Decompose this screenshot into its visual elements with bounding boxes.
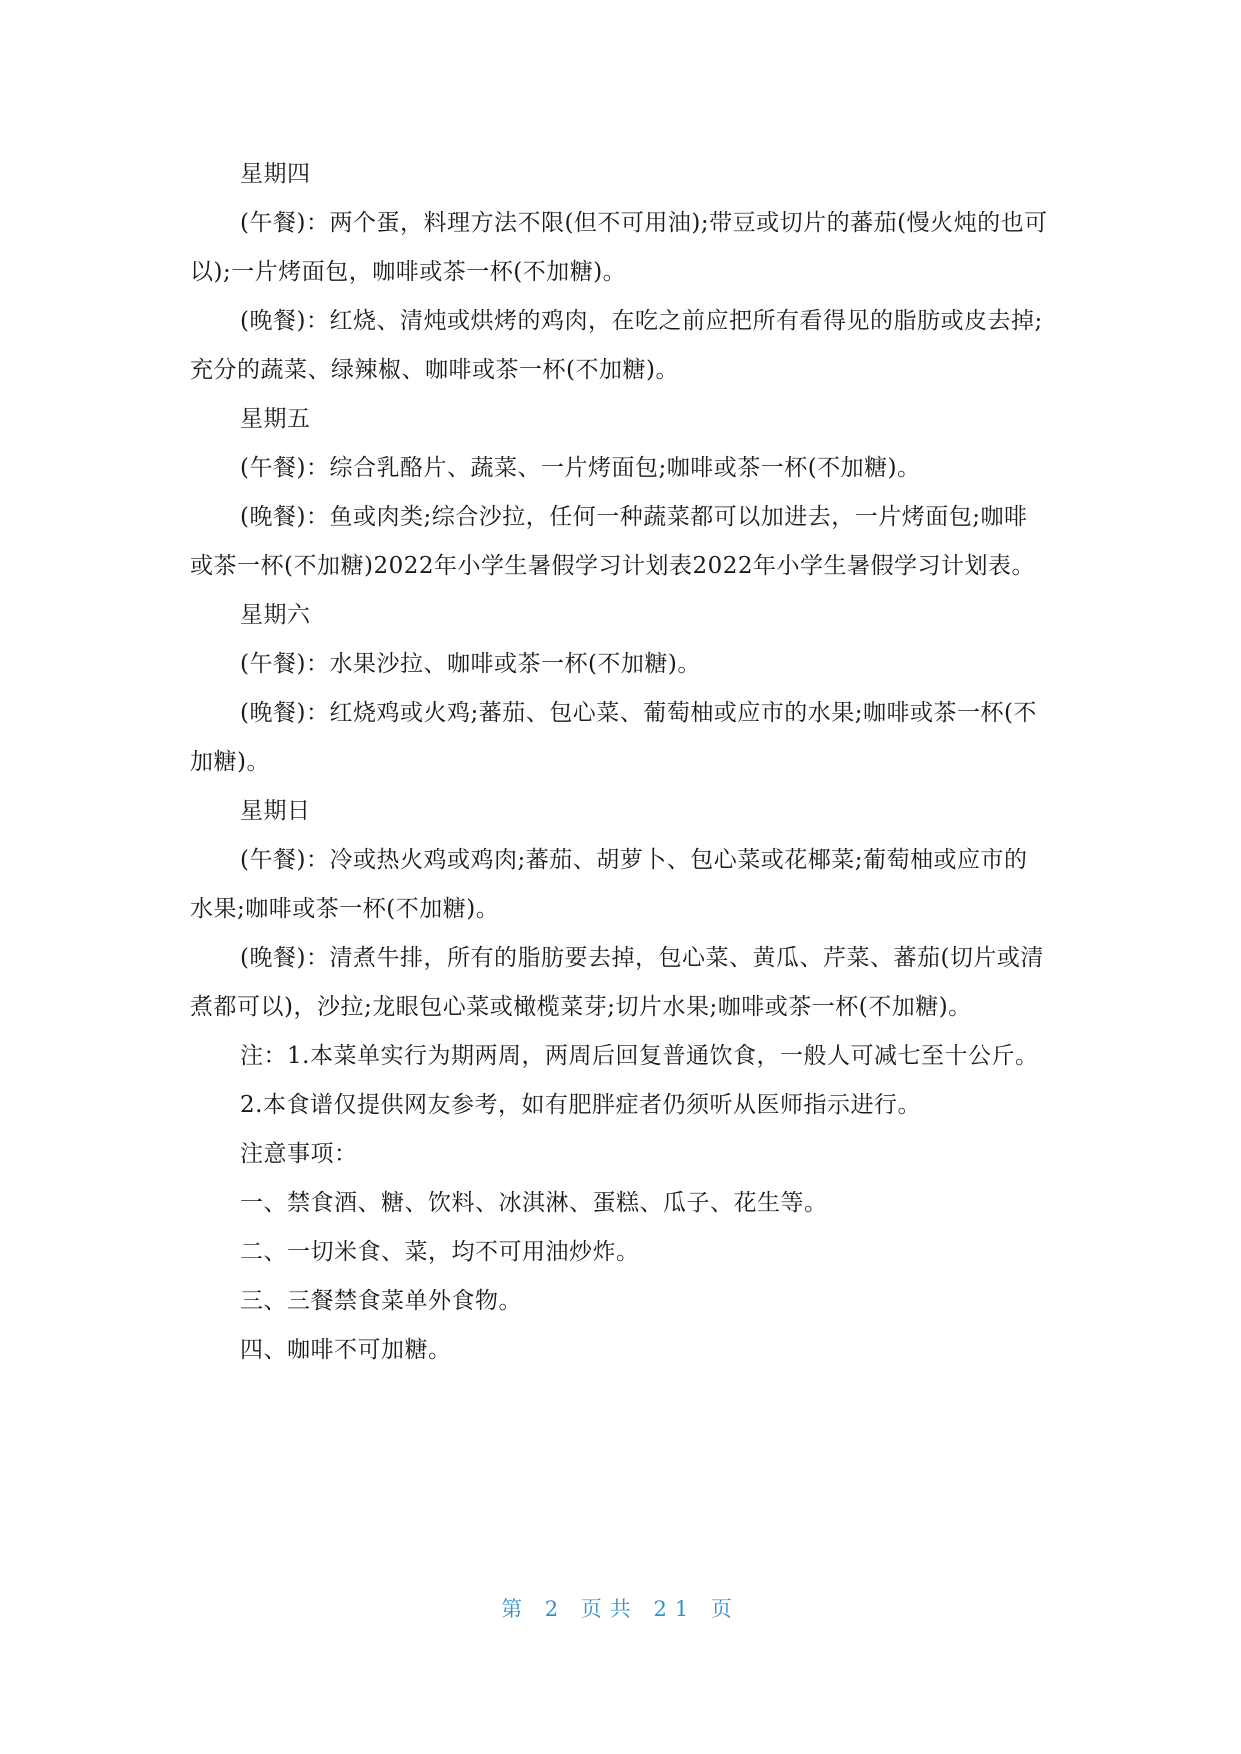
heading-saturday: 星期六 <box>240 602 311 628</box>
paragraph-thursday-dinner: (晚餐)：红烧、清炖或烘烤的鸡肉，在吃之前应把所有看得见的脂肪或皮去掉;充分的蔬菜、绿辣椒、咖啡或茶一杯(不加糖)。 <box>190 308 1043 383</box>
paragraph-saturday-dinner: (晚餐)：红烧鸡或火鸡;蕃茄、包心菜、葡萄柚或应市的水果;咖啡或茶一杯(不加糖)。 <box>190 700 1037 775</box>
precaution-item-2: 二、一切米食、菜，均不可用油炒炸。 <box>240 1239 640 1265</box>
paragraph-friday-lunch: (午餐)：综合乳酪片、蔬菜、一片烤面包;咖啡或茶一杯(不加糖)。 <box>240 455 921 481</box>
precautions-heading: 注意事项： <box>240 1141 358 1167</box>
note-1: 注：1.本菜单实行为期两周，两周后回复普通饮食，一般人可减七至十公斤。 <box>240 1043 1039 1069</box>
precaution-item-1: 一、禁食酒、糖、饮料、冰淇淋、蛋糕、瓜子、花生等。 <box>240 1190 828 1216</box>
precaution-item-4: 四、咖啡不可加糖。 <box>240 1337 452 1363</box>
document-body <box>190 150 1050 1375</box>
heading-sunday: 星期日 <box>240 798 311 824</box>
precaution-item-3: 三、三餐禁食菜单外食物。 <box>240 1288 522 1314</box>
note-2: 2.本食谱仅提供网友参考，如有肥胖症者仍须听从医师指示进行。 <box>240 1092 921 1118</box>
heading-friday: 星期五 <box>240 406 311 432</box>
heading-thursday: 星期四 <box>240 161 311 187</box>
page-footer: 第 2 页共 21 页 <box>501 1597 740 1621</box>
paragraph-thursday-lunch: (午餐)：两个蛋，料理方法不限(但不可用油);带豆或切片的蕃茄(慢火炖的也可以);一片烤面包，咖啡或茶一杯(不加糖)。 <box>190 210 1048 285</box>
paragraph-friday-dinner: (晚餐)：鱼或肉类;综合沙拉，任何一种蔬菜都可以加进去，一片烤面包;咖啡或茶一杯(不加糖)2022年小学生暑假学习计划表2022年小学生暑假学习计划表。 <box>190 504 1036 579</box>
paragraph-sunday-lunch: (午餐)：冷或热火鸡或鸡肉;蕃茄、胡萝卜、包心菜或花椰菜;葡萄柚或应市的水果;咖啡或茶一杯(不加糖)。 <box>190 847 1028 922</box>
paragraph-sunday-dinner: (晚餐)：清煮牛排，所有的脂肪要去掉，包心菜、黄瓜、芹菜、蕃茄(切片或清煮都可以)，沙拉;龙眼包心菜或橄榄菜芽;切片水果;咖啡或茶一杯(不加糖)。 <box>190 945 1044 1020</box>
paragraph-saturday-lunch: (午餐)：水果沙拉、咖啡或茶一杯(不加糖)。 <box>240 651 701 677</box>
